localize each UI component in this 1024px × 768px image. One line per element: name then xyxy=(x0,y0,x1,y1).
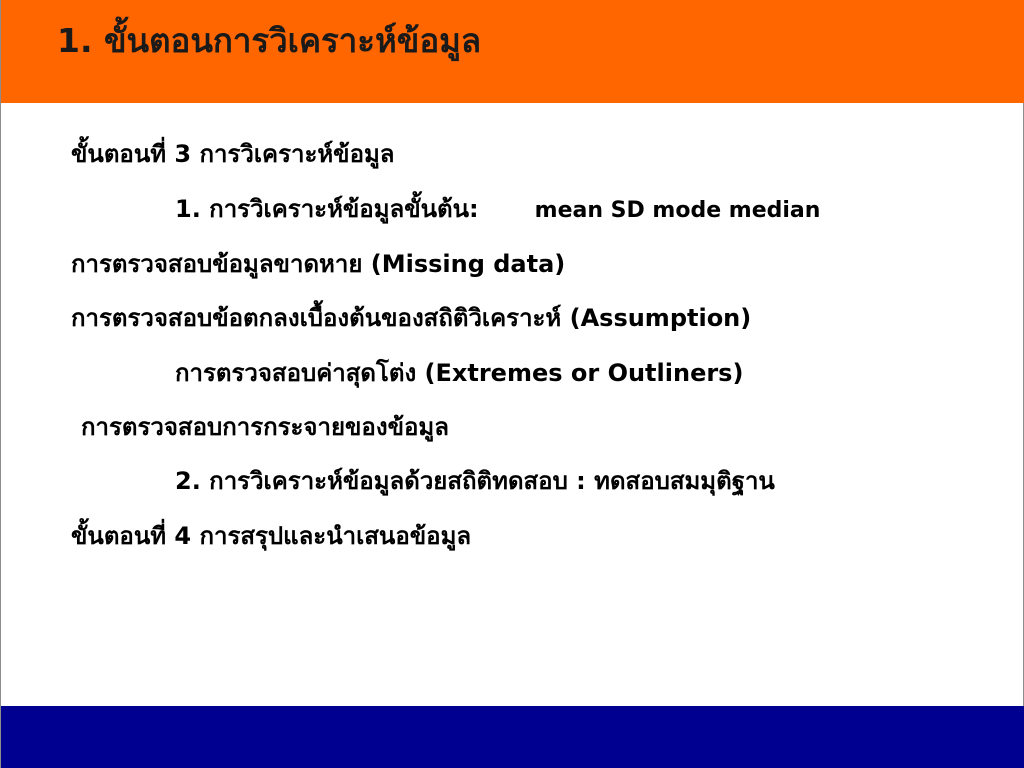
distribution-check: การตรวจสอบการกระจายของข้อมูล xyxy=(81,413,449,441)
slide-title: 1. ขั้นตอนการวิเคราะห์ข้อมูล xyxy=(57,21,482,60)
descriptive-stats-list: mean SD mode median xyxy=(534,198,821,223)
slide-content xyxy=(1,0,1024,700)
step-3-heading: ขั้นตอนที่ 3 การวิเคราะห์ข้อมูล xyxy=(71,140,395,168)
missing-data-check: การตรวจสอบข้อมูลขาดหาย (Missing data) xyxy=(71,250,566,278)
preliminary-analysis-label: 1. การวิเคราะห์ข้อมูลขั้นต้น: xyxy=(175,195,479,223)
bottom-bar xyxy=(1,706,1024,768)
hypothesis-testing-item: 2. การวิเคราะห์ข้อมูลด้วยสถิติทดสอบ : ทดสอบสมมุติฐาน xyxy=(175,467,775,495)
assumption-check: การตรวจสอบข้อตกลงเบื้องต้นของสถิติวิเคราะห์ (Assumption) xyxy=(71,304,752,332)
outlier-check: การตรวจสอบค่าสุดโต่ง (Extremes or Outliners) xyxy=(175,359,744,387)
step-4-heading: ขั้นตอนที่ 4 การสรุปและนำเสนอข้อมูล xyxy=(71,522,472,550)
preliminary-analysis-item xyxy=(175,192,820,228)
